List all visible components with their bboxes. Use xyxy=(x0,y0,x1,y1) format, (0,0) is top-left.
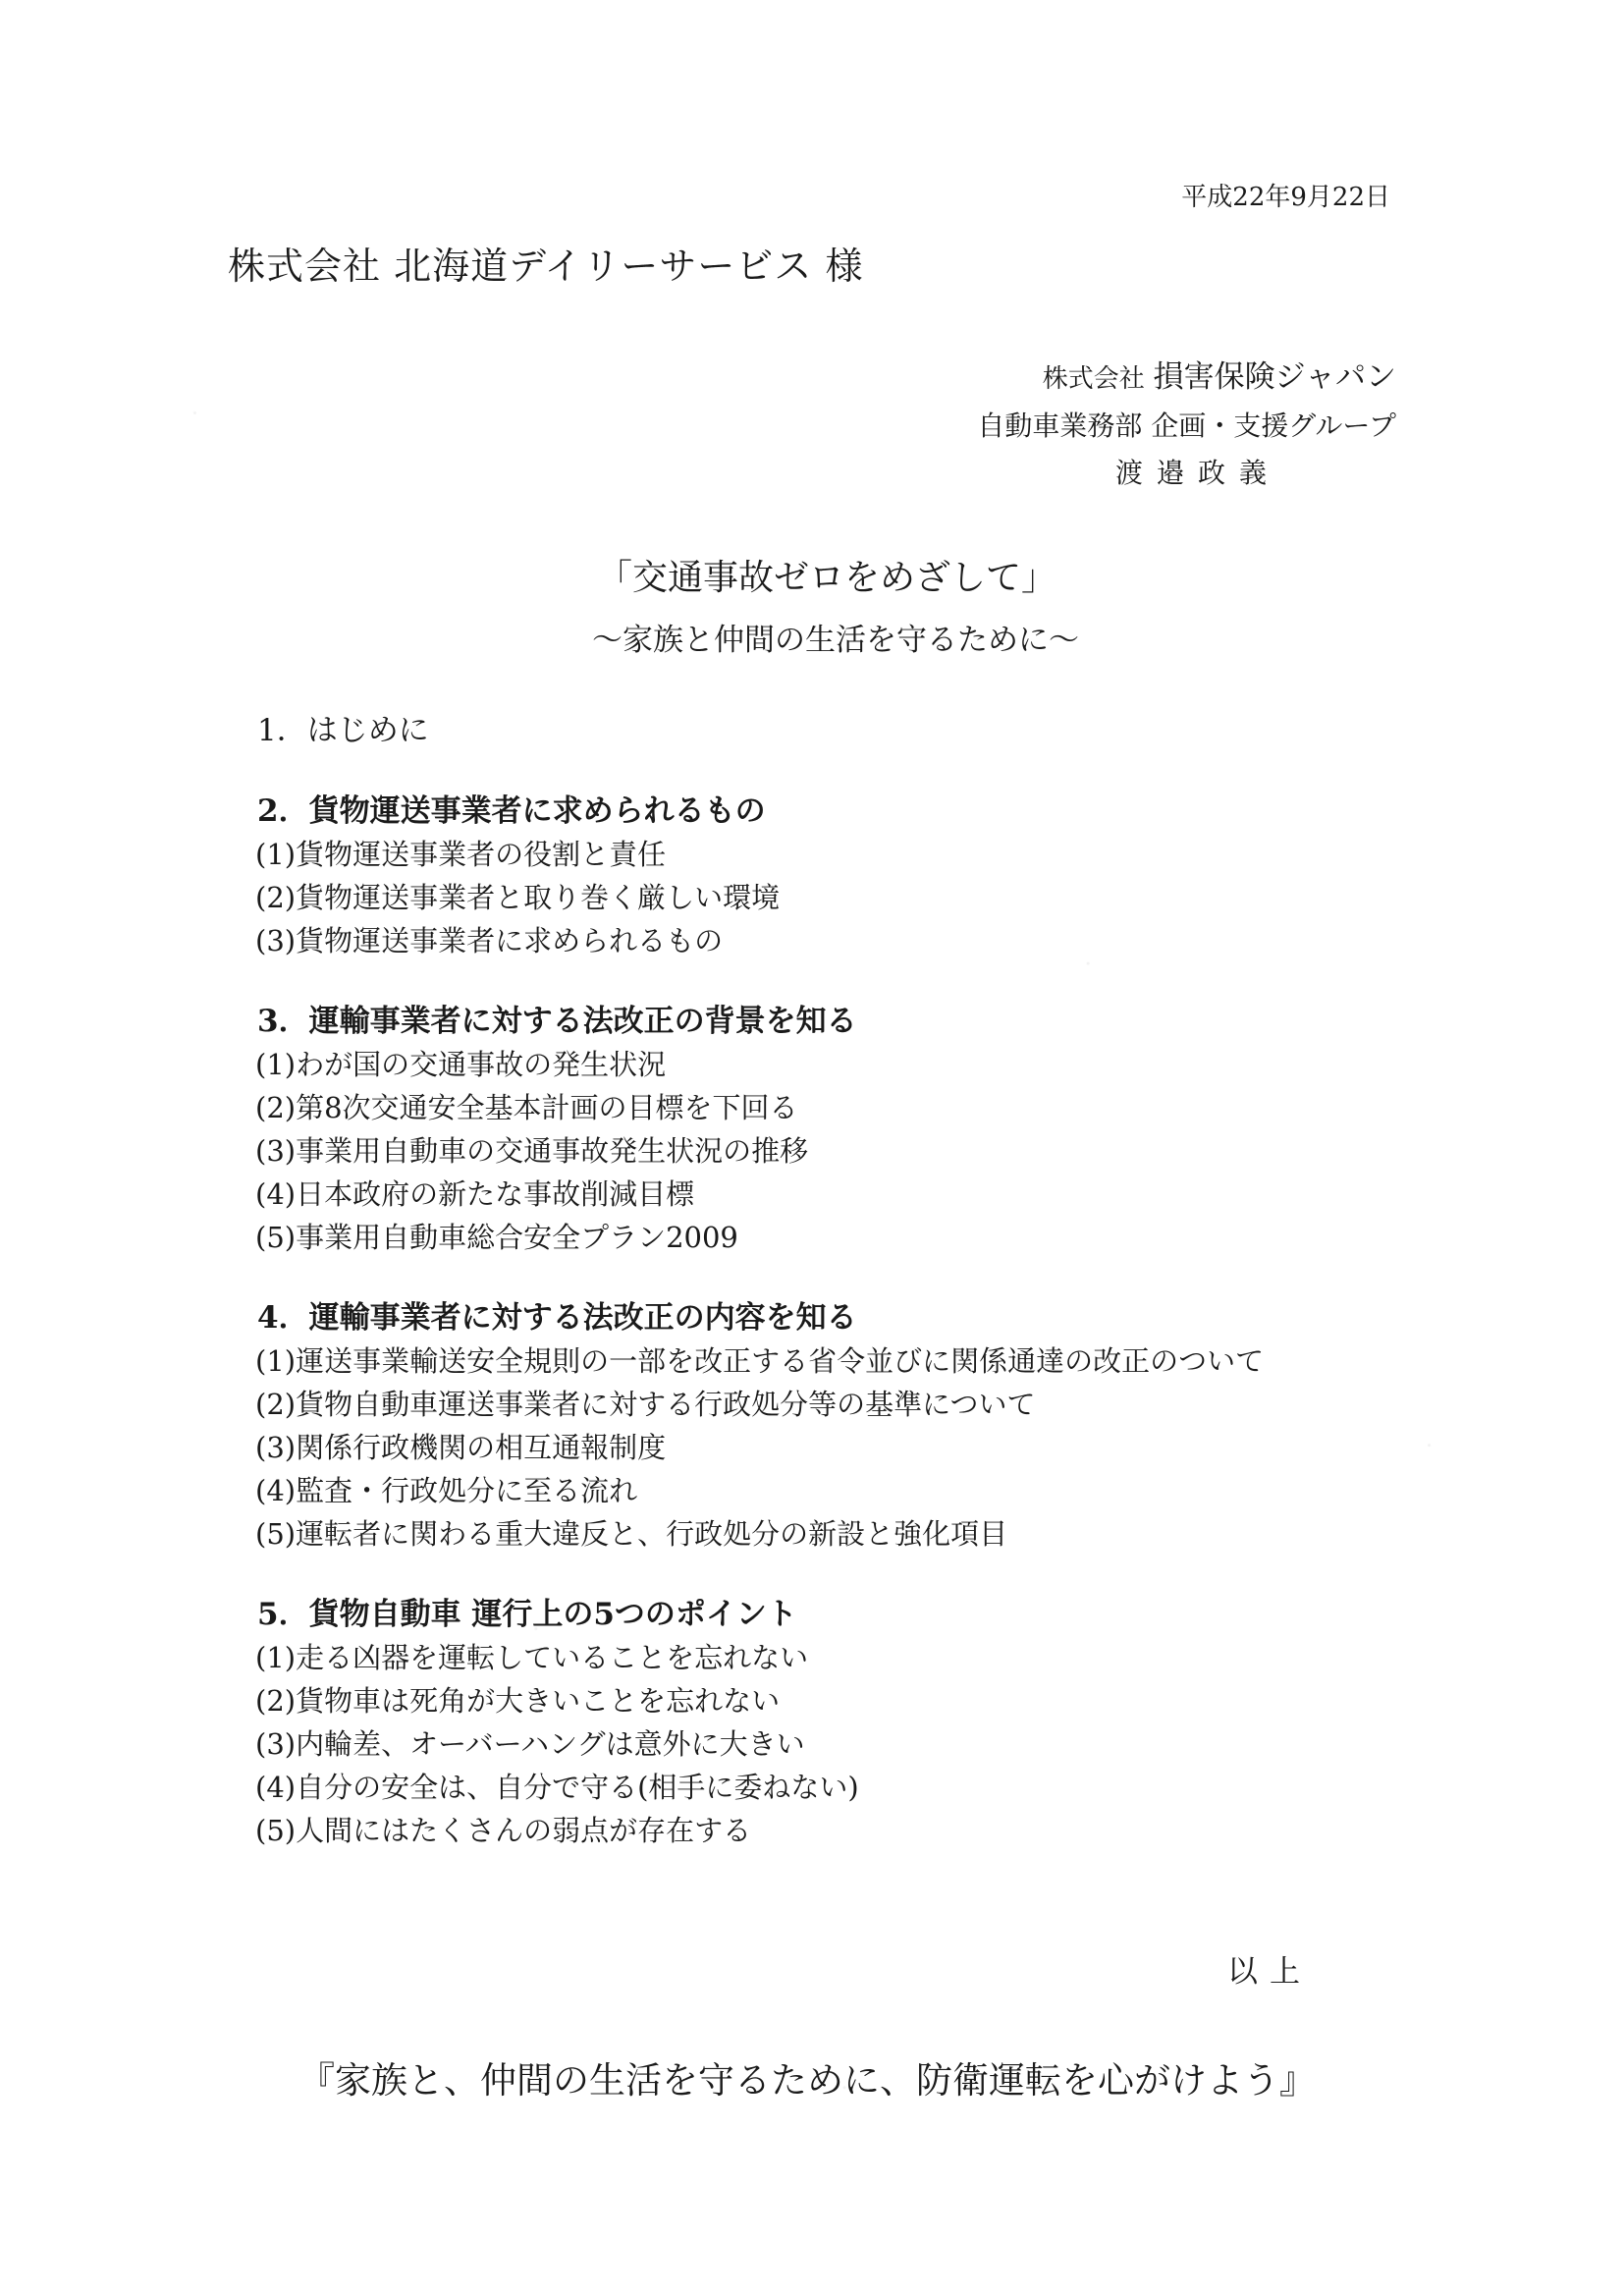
section xyxy=(257,790,1264,962)
sub-list xyxy=(255,833,1264,962)
recipient-name: 株式会社 北海道デイリーサービス 様 xyxy=(228,245,864,288)
list-item: (4)日本政府の新たな事故削減目標 xyxy=(255,1177,695,1211)
list-item: (3)内輪差、オーバーハングは意外に大きい xyxy=(255,1727,805,1761)
list-item: (1)貨物運送事業者の役割と責任 xyxy=(255,838,667,871)
sender-company xyxy=(925,354,1396,403)
sender-person: 渡邉政義 xyxy=(1114,457,1280,489)
sender-company-prefix: 株式会社 xyxy=(1042,364,1145,394)
list-item: (2)貨物車は死角が大きいことを忘れない xyxy=(255,1684,781,1718)
list-item: (4)自分の安全は、自分で守る(相手に委ねない) xyxy=(255,1771,859,1804)
section-heading: 2．貨物運送事業者に求められるもの xyxy=(257,793,766,829)
slogan: 『家族と、仲間の生活を守るために、防衛運転を心がけよう』 xyxy=(298,2059,1316,2102)
sub-list xyxy=(255,1636,1264,1852)
list-item: (1)わが国の交通事故の発生状況 xyxy=(255,1048,667,1081)
list-item: (1)走る凶器を運転していることを忘れない xyxy=(255,1641,809,1674)
document-title: 「交通事故ゼロをめざして」 xyxy=(596,558,1056,598)
sender-block xyxy=(925,354,1396,497)
section xyxy=(257,709,1264,752)
section-heading: 1．はじめに xyxy=(257,713,429,748)
list-item: (3)事業用自動車の交通事故発生状況の推移 xyxy=(255,1134,809,1168)
section-heading: 3．運輸事業者に対する法改正の背景を知る xyxy=(257,1004,857,1039)
section-heading: 4．運輸事業者に対する法改正の内容を知る xyxy=(257,1300,857,1336)
section xyxy=(257,1593,1264,1852)
list-item: (2)貨物自動車運送事業者に対する行政処分等の基準について xyxy=(255,1388,1036,1421)
document-subtitle: ～家族と仲間の生活を守るために～ xyxy=(592,623,1079,658)
list-item: (5)人間にはたくさんの弱点が存在する xyxy=(255,1814,752,1847)
section xyxy=(257,1000,1264,1259)
list-item: (2)貨物運送事業者と取り巻く厳しい環境 xyxy=(255,881,781,914)
document-date: 平成22年9月22日 xyxy=(1181,183,1390,212)
list-item: (5)運転者に関わる重大違反と、行政処分の新設と強化項目 xyxy=(255,1517,1008,1551)
list-item: (3)関係行政機関の相互通報制度 xyxy=(255,1431,667,1464)
closing-mark: 以上 xyxy=(1227,1954,1312,1990)
list-item: (4)監査・行政処分に至る流れ xyxy=(255,1474,638,1507)
sub-list xyxy=(255,1043,1264,1259)
list-item: (3)貨物運送事業者に求められるもの xyxy=(255,924,724,957)
sender-company-name: 損害保険ジャパン xyxy=(1153,359,1396,395)
sub-list xyxy=(255,1339,1264,1556)
list-item: (1)運送事業輸送安全規則の一部を改正する省令並びに関係通達の改正のついて xyxy=(255,1344,1265,1378)
list-item: (5)事業用自動車総合安全プラン2009 xyxy=(255,1221,738,1254)
sender-department: 自動車業務部 企画・支援グループ xyxy=(977,410,1396,442)
section-heading: 5．貨物自動車 運行上の5つのポイント xyxy=(257,1597,797,1632)
section xyxy=(257,1296,1264,1556)
outline xyxy=(257,709,1264,1889)
list-item: (2)第8次交通安全基本計画の目標を下回る xyxy=(255,1091,798,1124)
